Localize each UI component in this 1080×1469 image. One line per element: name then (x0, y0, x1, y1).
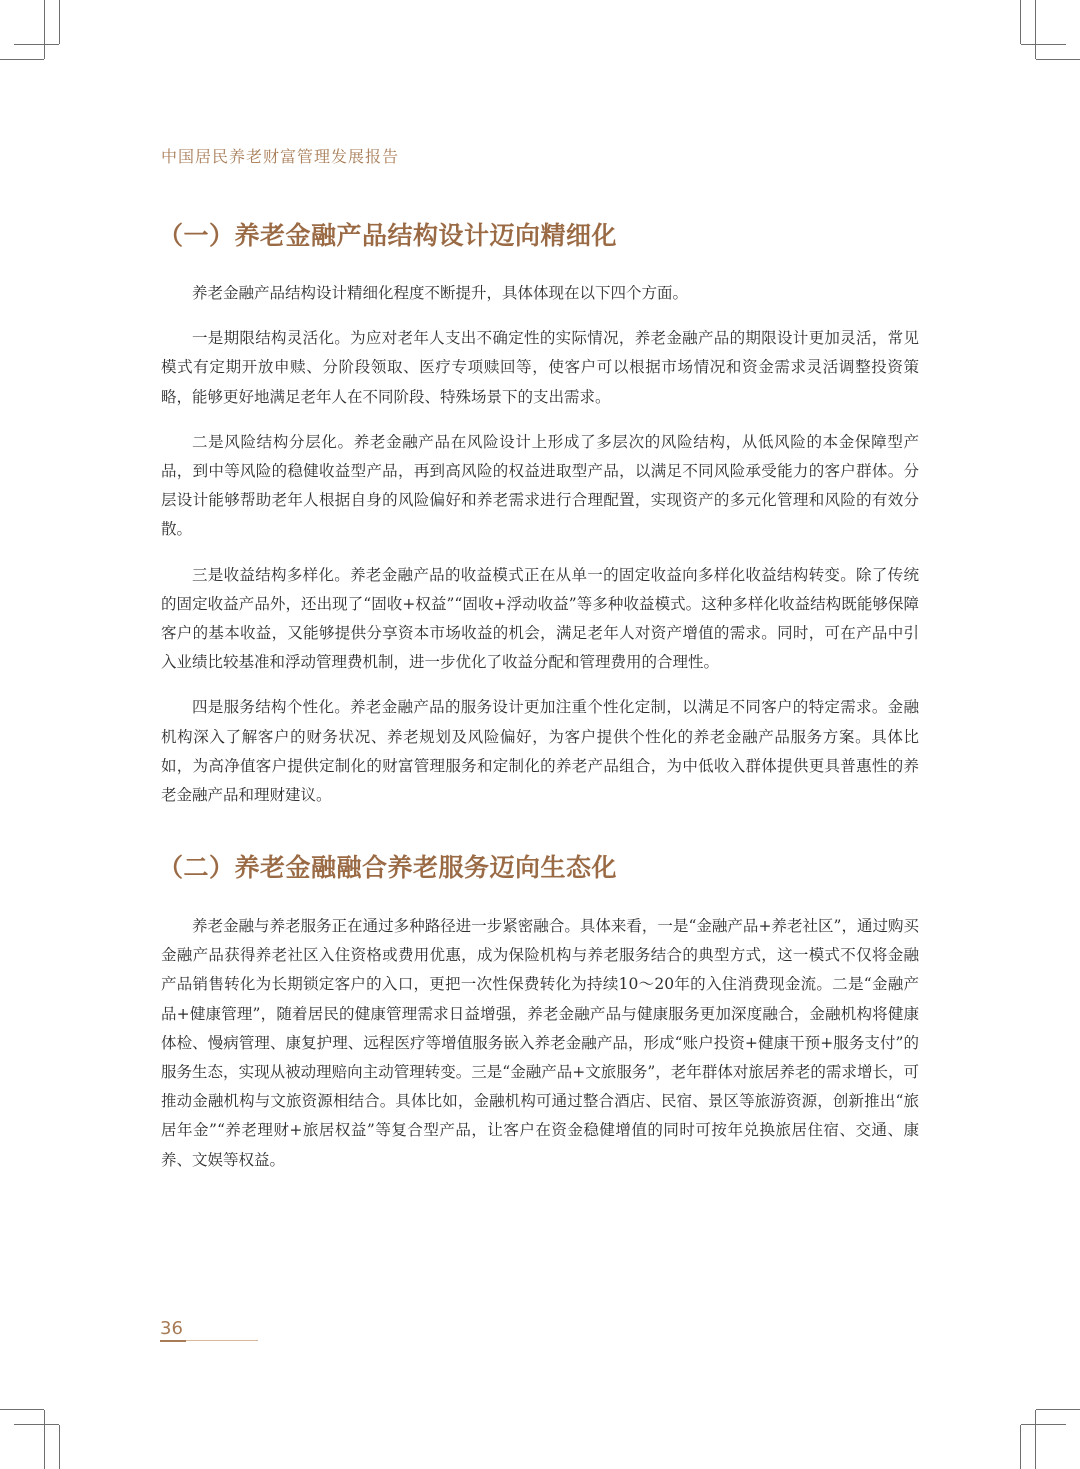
crop-mark-bottom-left-v2 (44, 1410, 45, 1469)
crop-mark-top-left-v2 (44, 0, 45, 59)
crop-mark-top-right-v2 (1035, 0, 1036, 59)
paragraph-service-structure: 四是服务结构个性化。养老金融产品的服务设计更加注重个性化定制，以满足不同客户的特定需求。金融机构深入了解客户的财务状况、养老规划及风险偏好，为客户提供个性化的养老金融产品服务方案。具体比如，为高净值客户提供定制化的财富管理服务和定制化的养老产品组合，为中低收入群体提供更具普惠性的养老金融产品和理财建议。 (161, 698, 919, 805)
crop-mark-top-left-h (14, 44, 59, 45)
crop-mark-bottom-right-h2 (1036, 1409, 1080, 1410)
crop-mark-bottom-left-v (59, 1425, 60, 1469)
section-2-body (161, 912, 919, 1175)
crop-mark-top-right-h (1021, 44, 1066, 45)
section-heading-2: （二）养老金融融合养老服务迈向生态化 (158, 853, 618, 882)
crop-mark-bottom-left-h2 (0, 1409, 44, 1410)
crop-mark-top-right-v (1020, 0, 1021, 44)
crop-mark-top-right-h2 (1036, 59, 1080, 60)
crop-mark-bottom-right-v2 (1035, 1410, 1036, 1469)
crop-mark-top-left-v (59, 0, 60, 44)
running-header-title: 中国居民养老财富管理发展报告 (161, 147, 400, 166)
crop-mark-top-left-h2 (0, 59, 44, 60)
paragraph-return-structure: 三是收益结构多样化。养老金融产品的收益模式正在从单一的固定收益向多样化收益结构转变。除了传统的固定收益产品外，还出现了“固收+权益”“固收+浮动收益”等多种收益模式。这种多样化收益结构既能够保障客户的基本收益，又能够提供分享资本市场收益的机会，满足老年人对资产增值的需求。同时，可在产品中引入业绩比较基准和浮动管理费机制，进一步优化了收益分配和管理费用的合理性。 (161, 565, 919, 672)
section-heading-1: （一）养老金融产品结构设计迈向精细化 (158, 221, 618, 250)
paragraph-risk-structure: 二是风险结构分层化。养老金融产品在风险设计上形成了多层次的风险结构，从低风险的本金保障型产品，到中等风险的稳健收益型产品，再到高风险的权益进取型产品，以满足不同风险承受能力的客户群体。分层设计能够帮助老年人根据自身的风险偏好和养老需求进行合理配置，实现资产的多元化管理和风险的有效分散。 (161, 432, 919, 539)
crop-mark-bottom-left-h (14, 1424, 59, 1425)
paragraph-term-structure: 一是期限结构灵活化。为应对老年人支出不确定性的实际情况，养老金融产品的期限设计更加灵活，常见模式有定期开放申赎、分阶段领取、医疗专项赎回等，使客户可以根据市场情况和资金需求灵活调整投资策略，能够更好地满足老年人在不同阶段、特殊场景下的支出需求。 (161, 329, 919, 406)
crop-mark-bottom-right-v (1020, 1425, 1021, 1469)
paragraph-ecosystem: 养老金融与养老服务正在通过多种路径进一步紧密融合。具体来看，一是“金融产品+养老社区”，通过购买金融产品获得养老社区入住资格或费用优惠，成为保险机构与养老服务结合的典型方式，这一模式不仅将金融产品销售转化为长期锁定客户的入口，更把一次性保费转化为持续10～20年的入住消费现金流。二是“金融产品+健康管理”，随着居民的健康管理需求日益增强，养老金融产品与健康服务更加深度融合，金融机构将健康体检、慢病管理、康复护理、远程医疗等增值服务嵌入养老金融产品，形成“账户投资+健康干预+服务支付”的服务生态，实现从被动理赔向主动管理转变。三是“金融产品+文旅服务”，老年群体对旅居养老的需求增长，可推动金融机构与文旅资源相结合。具体比如，金融机构可通过整合酒店、民宿、景区等旅游资源，创新推出“旅居年金”“养老理财+旅居权益”等复合型产品，让客户在资金稳健增值的同时可按年兑换旅居住宿、交通、康养、文娱等权益。 (161, 917, 919, 1169)
page-number-underline (160, 1340, 186, 1342)
paragraph-intro: 养老金融产品结构设计精细化程度不断提升，具体体现在以下四个方面。 (192, 284, 689, 302)
crop-mark-bottom-right-h (1021, 1424, 1066, 1425)
page-number: 36 (160, 1318, 183, 1339)
section-1-body (161, 279, 919, 810)
